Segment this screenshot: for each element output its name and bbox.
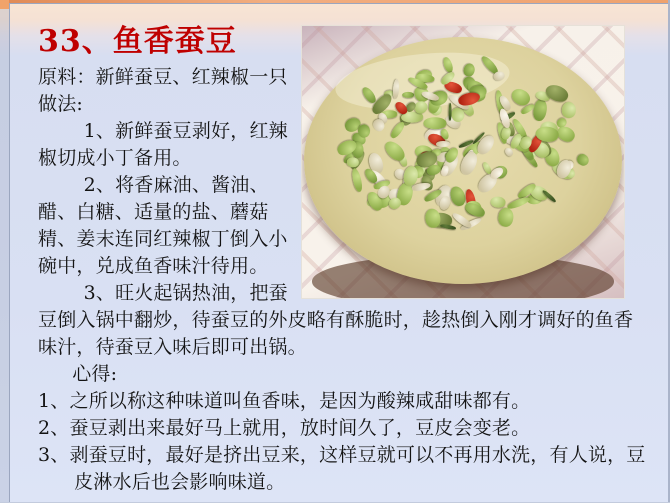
bean <box>392 79 400 100</box>
bean <box>575 152 591 168</box>
tips-label: 心得: <box>72 363 118 385</box>
ingredients-line: 原料：新鲜蚕豆、红辣椒一只 <box>38 66 288 88</box>
bean <box>507 196 531 211</box>
bean <box>390 120 407 139</box>
bean <box>497 206 515 227</box>
top-left-corner-ornament <box>0 0 9 9</box>
bean-cluster <box>334 56 592 241</box>
step-3: 3、旺火起锅热油，把蚕豆倒入锅中翻炒，待蚕豆的外皮略有酥脆时，趁热倒入刚才调好的鱼香味汁，待蚕豆入味后即可出锅。 <box>38 282 634 358</box>
bean <box>463 200 487 220</box>
step-1: 1、新鲜蚕豆剥好，红辣椒切成小丁备用。 <box>38 120 288 169</box>
step-2: 2、将香麻油、酱油、醋、白糖、适量的盐、蘑菇精、姜末连同红辣椒丁倒入小碗中，兑成鱼香味汁待用。 <box>38 174 288 277</box>
top-border-line <box>9 3 670 4</box>
bean <box>531 98 549 122</box>
tip-1: 1、之所以称这种味道叫鱼香味，是因为酸辣咸甜味都有。 <box>38 390 531 412</box>
left-border <box>0 3 10 503</box>
dish-photo <box>302 26 624 298</box>
bean <box>561 101 577 119</box>
bean <box>347 157 359 167</box>
bean <box>448 185 466 208</box>
bean <box>439 223 455 231</box>
slide-content <box>10 24 670 503</box>
bean <box>350 167 363 192</box>
method-label: 做法: <box>38 93 84 115</box>
bean <box>462 62 477 78</box>
bean <box>402 91 414 98</box>
slide-title: 33、鱼香蚕豆 <box>38 24 237 59</box>
tip-2: 2、蚕豆剥出来最好马上就用，放时间久了，豆皮会变老。 <box>38 417 531 439</box>
bean <box>425 208 441 227</box>
tip-3: 3、剥蚕豆时，最好是挤出豆来，这样豆就可以不再用水洗，有人说，豆皮淋水后也会影响味道。 <box>38 444 646 493</box>
bean <box>436 141 450 147</box>
bean <box>457 91 481 107</box>
